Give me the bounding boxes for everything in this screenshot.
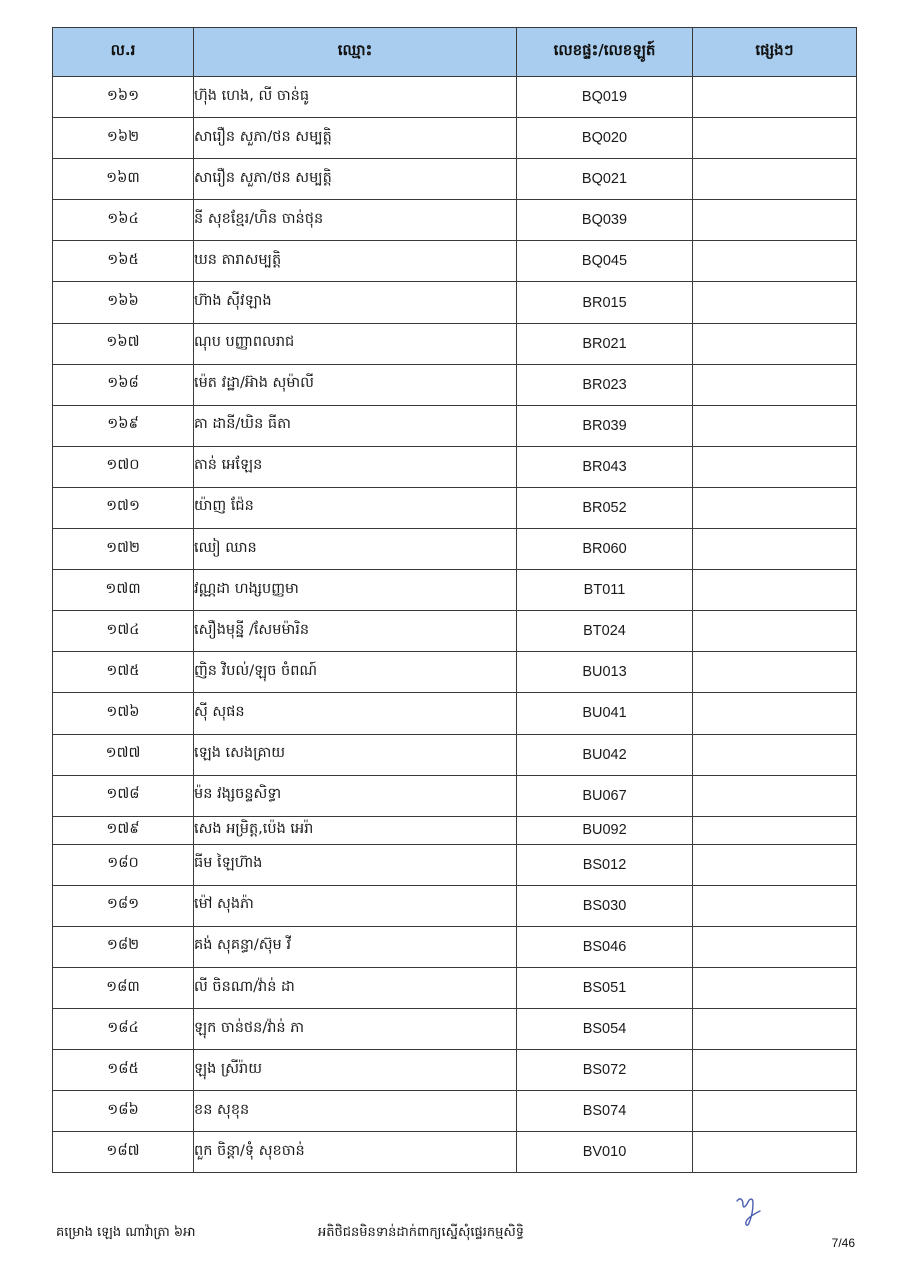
table-row [53,816,857,844]
row-number: ១៦៩ [53,405,194,446]
column-header-name: ឈ្មោះ [194,28,517,77]
row-code: BU067 [517,775,693,816]
row-name: ហ៊ុង ហេង, លី ចាន់ធូ [194,77,517,118]
row-number: ១៨៧ [53,1132,194,1173]
table-row [53,570,857,611]
row-other [693,926,857,967]
row-other [693,885,857,926]
table-row [53,323,857,364]
table-row [53,1091,857,1132]
row-number: ១៦៦ [53,282,194,323]
row-other [693,241,857,282]
row-number: ១៧៣ [53,570,194,611]
row-number: ១៦៧ [53,323,194,364]
row-name: ឡុក ចាន់ថន/វ៉ាន់ ភា [194,1009,517,1050]
table-row [53,734,857,775]
row-code: BR039 [517,405,693,446]
table-row [53,529,857,570]
row-code: BS030 [517,885,693,926]
row-number: ១៦៥ [53,241,194,282]
row-code: BQ039 [517,200,693,241]
row-number: ១៧១ [53,487,194,528]
table-row [53,775,857,816]
table-row [53,200,857,241]
table-row [53,611,857,652]
row-other [693,1132,857,1173]
table-row [53,364,857,405]
row-number: ១៦៣ [53,159,194,200]
handwritten-initial-icon [734,1192,764,1228]
row-name: ឡុង ស្រីរ៉ាយ [194,1050,517,1091]
row-name: សេង អម្រិត្ត,ប៉េង អេរ៉ា [194,816,517,844]
row-code: BV010 [517,1132,693,1173]
row-name: ឈៀ ឈាន [194,529,517,570]
row-name: សារឿន សួភា/ថន សម្បត្តិ [194,159,517,200]
table-row [53,77,857,118]
table-row [53,885,857,926]
table-row [53,844,857,885]
row-other [693,1050,857,1091]
row-other [693,734,857,775]
row-name: ពួក ចិន្តា/ទុំ សុខចាន់ [194,1132,517,1173]
page-number: 7/46 [831,1236,855,1250]
row-other [693,693,857,734]
column-header-other: ផ្សេងៗ [693,28,857,77]
row-name: ណុប បញ្ញាពលរាជ [194,323,517,364]
row-other [693,282,857,323]
row-number: ១៧៨ [53,775,194,816]
table-row [53,405,857,446]
row-number: ១៧៩ [53,816,194,844]
row-number: ១៦១ [53,77,194,118]
row-name: យ៉ាញ ជ៉ែន [194,487,517,528]
row-code: BU041 [517,693,693,734]
row-name: ស៊ី សុផន [194,693,517,734]
row-other [693,816,857,844]
row-code: BR060 [517,529,693,570]
row-other [693,844,857,885]
row-number: ១៧០ [53,446,194,487]
footer-document-title: អតិថិជនមិនទាន់ដាក់ពាក្យស្នើសុំផ្ទេរកម្មសិទ្ធិ [318,1225,525,1240]
row-other [693,570,857,611]
row-number: ១៦២ [53,118,194,159]
row-code: BS054 [517,1009,693,1050]
table-header [53,28,857,77]
row-code: BU013 [517,652,693,693]
table-row [53,118,857,159]
row-name: ម៉ន វង្សចន្ទសិទ្ធា [194,775,517,816]
row-code: BR052 [517,487,693,528]
row-name: តាន់ អេឡែន [194,446,517,487]
row-other [693,1009,857,1050]
row-code: BT011 [517,570,693,611]
row-number: ១៧៤ [53,611,194,652]
column-header-code: លេខផ្ទះ/លេខឡូត៍ [517,28,693,77]
row-other [693,652,857,693]
row-number: ១៨០ [53,844,194,885]
row-number: ១៦៨ [53,364,194,405]
row-code: BR015 [517,282,693,323]
row-code: BU092 [517,816,693,844]
row-code: BQ045 [517,241,693,282]
table-row [53,652,857,693]
table-row [53,967,857,1008]
row-other [693,77,857,118]
row-code: BQ019 [517,77,693,118]
row-number: ១៧៥ [53,652,194,693]
row-name: ហ៊ាង ស៊ីវឡាង [194,282,517,323]
row-name: ឡេង សេងគ្រាយ [194,734,517,775]
table-row [53,1050,857,1091]
row-other [693,967,857,1008]
row-other [693,405,857,446]
row-other [693,118,857,159]
footer-project-name: គម្រោង ឡេង ណាវ៉ាត្រា ៦អា [56,1225,196,1240]
row-code: BS051 [517,967,693,1008]
row-name: វណ្ណដា ហង្សបញ្ញមា [194,570,517,611]
row-name: សឿងមុន្នី /សែមម៉ារិន [194,611,517,652]
row-number: ១៨១ [53,885,194,926]
table-row [53,487,857,528]
table-row [53,241,857,282]
row-number: ១៨៦ [53,1091,194,1132]
row-code: BS074 [517,1091,693,1132]
row-number: ១៨២ [53,926,194,967]
table-row [53,1132,857,1173]
row-name: ខន សុខុន [194,1091,517,1132]
row-code: BS012 [517,844,693,885]
row-name: ឃន តារាសម្បត្តិ [194,241,517,282]
row-other [693,775,857,816]
table-row [53,926,857,967]
row-name: ម៉េត វដ្ឋា/អ៊ាង សុម៉ាលី [194,364,517,405]
row-other [693,364,857,405]
table-row [53,1009,857,1050]
row-number: ១៨៣ [53,967,194,1008]
row-code: BS072 [517,1050,693,1091]
row-name: នី សុខខ្មែរ/ហិន ចាន់ថុន [194,200,517,241]
row-name: ធីម ឡៃហ៊ាង [194,844,517,885]
row-other [693,323,857,364]
row-name: ម៉ៅ សុងភ៉ា [194,885,517,926]
row-code: BT024 [517,611,693,652]
column-header-no: ល.រ [53,28,194,77]
row-other [693,159,857,200]
row-number: ១៧៧ [53,734,194,775]
row-other [693,487,857,528]
table-row [53,446,857,487]
row-name: សារឿន សួភា/ថន សម្បត្តិ [194,118,517,159]
row-name: គង់ សុគន្ធា/ស៊ុម វី [194,926,517,967]
row-name: ញិន វិបល់/ឡុច ចំពណ៍ [194,652,517,693]
row-other [693,446,857,487]
row-code: BR021 [517,323,693,364]
table-row [53,282,857,323]
row-code: BR043 [517,446,693,487]
row-other [693,1091,857,1132]
table-row [53,693,857,734]
row-number: ១៧៦ [53,693,194,734]
row-number: ១៨៥ [53,1050,194,1091]
row-number: ១៦៤ [53,200,194,241]
row-name: លី ចិនណា/វ៉ាន់ ដា [194,967,517,1008]
table-body [53,77,857,1173]
row-other [693,611,857,652]
row-code: BU042 [517,734,693,775]
row-number: ១៧២ [53,529,194,570]
row-number: ១៨៤ [53,1009,194,1050]
row-other [693,200,857,241]
row-code: BS046 [517,926,693,967]
row-other [693,529,857,570]
row-code: BQ020 [517,118,693,159]
table-header-row [53,28,857,77]
row-name: គា ដានី/ឃិន ធីតា [194,405,517,446]
row-code: BR023 [517,364,693,405]
row-code: BQ021 [517,159,693,200]
customer-table [52,27,857,1173]
table-row [53,159,857,200]
